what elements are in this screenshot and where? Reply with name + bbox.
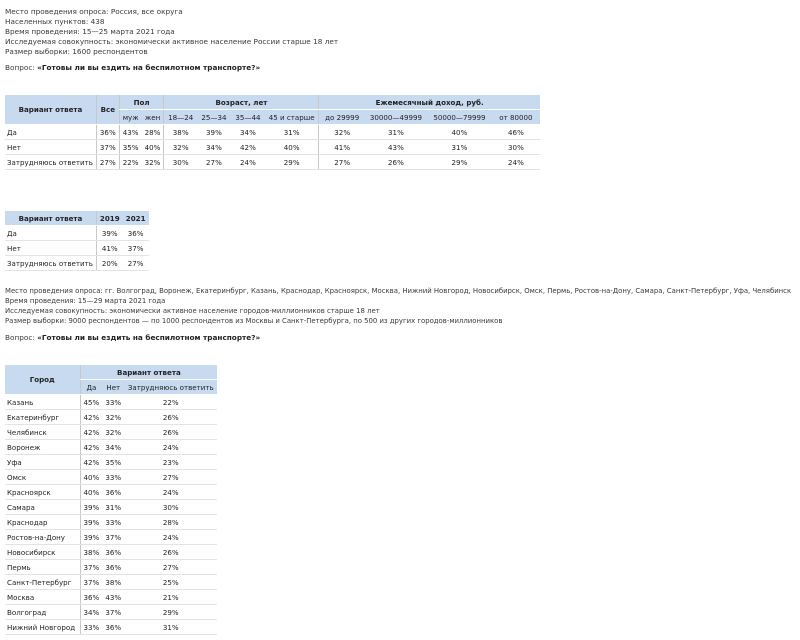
header-age-25-34: 25—34 xyxy=(197,110,231,125)
cell: 35% xyxy=(102,455,124,470)
cell: 37% xyxy=(102,605,124,620)
city-name: Омск xyxy=(5,470,80,485)
cell: 32% xyxy=(102,410,124,425)
cell: 34% xyxy=(197,140,231,155)
city-name: Новосибирск xyxy=(5,545,80,560)
cell: 24% xyxy=(124,530,217,545)
cell: 40% xyxy=(142,140,164,155)
cell: 40% xyxy=(80,470,102,485)
city-name: Казань xyxy=(5,395,80,410)
city-name: Уфа xyxy=(5,455,80,470)
cell: 39% xyxy=(80,530,102,545)
cell: 36% xyxy=(123,226,149,241)
header-income-1: до 29999 xyxy=(319,110,365,125)
table-row xyxy=(5,605,217,620)
table-row xyxy=(5,545,217,560)
cell: 32% xyxy=(102,425,124,440)
cell: 43% xyxy=(365,140,427,155)
cell: 37% xyxy=(80,575,102,590)
question-text: «Готовы ли вы ездить на беспилотном транспорте?» xyxy=(37,63,261,72)
cell: 27% xyxy=(319,155,365,170)
cell: 26% xyxy=(124,410,217,425)
cell: 40% xyxy=(427,125,492,140)
row-label: Затрудняюсь ответить xyxy=(5,155,96,170)
table-row xyxy=(5,226,149,241)
cell: 30% xyxy=(164,155,197,170)
cell: 27% xyxy=(96,155,119,170)
cell: 41% xyxy=(319,140,365,155)
table-row xyxy=(5,140,540,155)
cell: 25% xyxy=(124,575,217,590)
cell: 31% xyxy=(102,500,124,515)
cell: 34% xyxy=(231,125,265,140)
cell: 42% xyxy=(80,455,102,470)
cell: 36% xyxy=(80,590,102,605)
city-name: Санкт-Петербург xyxy=(5,575,80,590)
header-year-2019: 2019 xyxy=(96,211,122,226)
cell: 31% xyxy=(365,125,427,140)
cell: 28% xyxy=(142,125,164,140)
table-row xyxy=(5,500,217,515)
city-name: Москва xyxy=(5,590,80,605)
survey2-population: Исследуемая совокупность: экономически активное население городов-миллионников старше 18 лет xyxy=(5,307,380,315)
cell: 36% xyxy=(96,125,119,140)
table-row xyxy=(5,455,217,470)
cell: 20% xyxy=(96,256,122,271)
header-income-2: 30000—49999 xyxy=(365,110,427,125)
table-row xyxy=(5,620,217,635)
cell: 33% xyxy=(80,620,102,635)
cell: 26% xyxy=(365,155,427,170)
cell: 42% xyxy=(80,425,102,440)
header-unsure: Затрудняюсь ответить xyxy=(124,380,217,395)
table-row xyxy=(5,241,149,256)
cell: 32% xyxy=(319,125,365,140)
header-answer: Вариант ответа xyxy=(5,95,96,125)
cell: 22% xyxy=(119,155,141,170)
cell: 24% xyxy=(124,440,217,455)
cell: 37% xyxy=(80,560,102,575)
header-income-3: 50000—79999 xyxy=(427,110,492,125)
cell: 37% xyxy=(102,530,124,545)
table-row xyxy=(5,256,149,271)
cell: 31% xyxy=(124,620,217,635)
cell: 33% xyxy=(102,395,124,410)
cell: 39% xyxy=(197,125,231,140)
city-name: Воронеж xyxy=(5,440,80,455)
header-male: муж xyxy=(119,110,141,125)
header-no: Нет xyxy=(102,380,124,395)
cell: 42% xyxy=(80,440,102,455)
header-city: Город xyxy=(5,365,80,395)
cell: 36% xyxy=(102,545,124,560)
cell: 26% xyxy=(124,545,217,560)
survey2-place: Место проведения опроса: гг. Волгоград, Воронеж, Екатеринбург, Казань, Краснодар, Красноярск, Москва, Нижний Новгород, Новосибирск, Омск, Пермь, Ростов-на-Дону, Самара, Санкт-Петербург, Уфа, Челябинск xyxy=(5,287,792,295)
header-age-45-plus: 45 и старше xyxy=(265,110,319,125)
cell: 32% xyxy=(164,140,197,155)
survey2-time: Время проведения: 15—29 марта 2021 года xyxy=(5,297,166,305)
cell: 43% xyxy=(102,590,124,605)
cell: 39% xyxy=(96,226,122,241)
row-label: Затрудняюсь ответить xyxy=(5,256,96,271)
cell: 27% xyxy=(124,560,217,575)
city-name: Ростов-на-Дону xyxy=(5,530,80,545)
cell: 24% xyxy=(231,155,265,170)
header-female: жен xyxy=(142,110,164,125)
cell: 41% xyxy=(96,241,122,256)
survey1-sample: Размер выборки: 1600 респондентов xyxy=(5,47,148,56)
cell: 28% xyxy=(124,515,217,530)
header-year-2021: 2021 xyxy=(123,211,149,226)
header-sex: Пол xyxy=(119,95,164,110)
table-row xyxy=(5,470,217,485)
cell: 27% xyxy=(197,155,231,170)
city-name: Челябинск xyxy=(5,425,80,440)
cell: 31% xyxy=(427,140,492,155)
city-name: Краснодар xyxy=(5,515,80,530)
cell: 33% xyxy=(102,515,124,530)
cell: 30% xyxy=(492,140,540,155)
table-row xyxy=(5,410,217,425)
cell: 21% xyxy=(124,590,217,605)
header-age-18-24: 18—24 xyxy=(164,110,197,125)
table-row xyxy=(5,515,217,530)
cell: 36% xyxy=(102,485,124,500)
city-name: Волгоград xyxy=(5,605,80,620)
cell: 27% xyxy=(123,256,149,271)
cell: 37% xyxy=(96,140,119,155)
cities-table xyxy=(5,365,217,635)
cell: 46% xyxy=(492,125,540,140)
city-name: Пермь xyxy=(5,560,80,575)
survey1-table xyxy=(5,95,540,170)
header-answer: Вариант ответа xyxy=(80,365,217,380)
survey1-settlements: Населенных пунктов: 438 xyxy=(5,17,105,26)
cell: 32% xyxy=(142,155,164,170)
cell: 33% xyxy=(102,470,124,485)
cell: 24% xyxy=(124,485,217,500)
cell: 27% xyxy=(124,470,217,485)
cell: 26% xyxy=(124,425,217,440)
cell: 38% xyxy=(164,125,197,140)
cell: 42% xyxy=(80,410,102,425)
table-row xyxy=(5,125,540,140)
row-label: Да xyxy=(5,226,96,241)
cell: 34% xyxy=(102,440,124,455)
cell: 31% xyxy=(265,125,319,140)
question-prefix: Вопрос: xyxy=(5,333,38,342)
cell: 29% xyxy=(427,155,492,170)
survey2-info xyxy=(5,286,791,326)
city-name: Екатеринбург xyxy=(5,410,80,425)
table-row xyxy=(5,440,217,455)
cell: 29% xyxy=(124,605,217,620)
row-label: Нет xyxy=(5,241,96,256)
survey2-question xyxy=(5,333,260,342)
question-prefix: Вопрос: xyxy=(5,63,38,72)
row-label: Да xyxy=(5,125,96,140)
survey1-time: Время проведения: 15—25 марта 2021 года xyxy=(5,27,175,36)
year-comparison-table xyxy=(5,211,149,271)
table-row xyxy=(5,395,217,410)
survey2-sample: Размер выборки: 9000 респондентов — по 1000 респондентов из Москвы и Санкт-Петербурга, по 500 из других городов-миллионников xyxy=(5,317,503,325)
survey1-place: Место проведения опроса: Россия, все округа xyxy=(5,7,183,16)
survey1-question xyxy=(5,63,260,72)
cell: 43% xyxy=(119,125,141,140)
table-row xyxy=(5,575,217,590)
table-row xyxy=(5,530,217,545)
header-yes: Да xyxy=(80,380,102,395)
cell: 34% xyxy=(80,605,102,620)
header-age: Возраст, лет xyxy=(164,95,319,110)
header-income-4: от 80000 xyxy=(492,110,540,125)
cell: 36% xyxy=(102,560,124,575)
cell: 39% xyxy=(80,500,102,515)
row-label: Нет xyxy=(5,140,96,155)
question-text: «Готовы ли вы ездить на беспилотном транспорте?» xyxy=(37,333,261,342)
survey1-population: Исследуемая совокупность: экономически активное население России старше 18 лет xyxy=(5,37,339,46)
cell: 37% xyxy=(123,241,149,256)
table-row xyxy=(5,425,217,440)
survey1-info xyxy=(5,7,338,57)
city-name: Красноярск xyxy=(5,485,80,500)
cell: 40% xyxy=(265,140,319,155)
cell: 39% xyxy=(80,515,102,530)
cell: 30% xyxy=(124,500,217,515)
cell: 36% xyxy=(102,620,124,635)
header-income: Ежемесячный доход, руб. xyxy=(319,95,540,110)
header-age-35-44: 35—44 xyxy=(231,110,265,125)
cell: 23% xyxy=(124,455,217,470)
cell: 40% xyxy=(80,485,102,500)
table-row xyxy=(5,560,217,575)
cell: 38% xyxy=(80,545,102,560)
cell: 35% xyxy=(119,140,141,155)
table-row xyxy=(5,485,217,500)
cell: 24% xyxy=(492,155,540,170)
cities-table-body xyxy=(5,395,217,635)
header-answer: Вариант ответа xyxy=(5,211,96,226)
cell: 42% xyxy=(231,140,265,155)
city-name: Самара xyxy=(5,500,80,515)
header-all: Все xyxy=(96,95,119,125)
table-row xyxy=(5,155,540,170)
cell: 29% xyxy=(265,155,319,170)
cell: 38% xyxy=(102,575,124,590)
city-name: Нижний Новгород xyxy=(5,620,80,635)
table-row xyxy=(5,590,217,605)
cell: 22% xyxy=(124,395,217,410)
cell: 45% xyxy=(80,395,102,410)
